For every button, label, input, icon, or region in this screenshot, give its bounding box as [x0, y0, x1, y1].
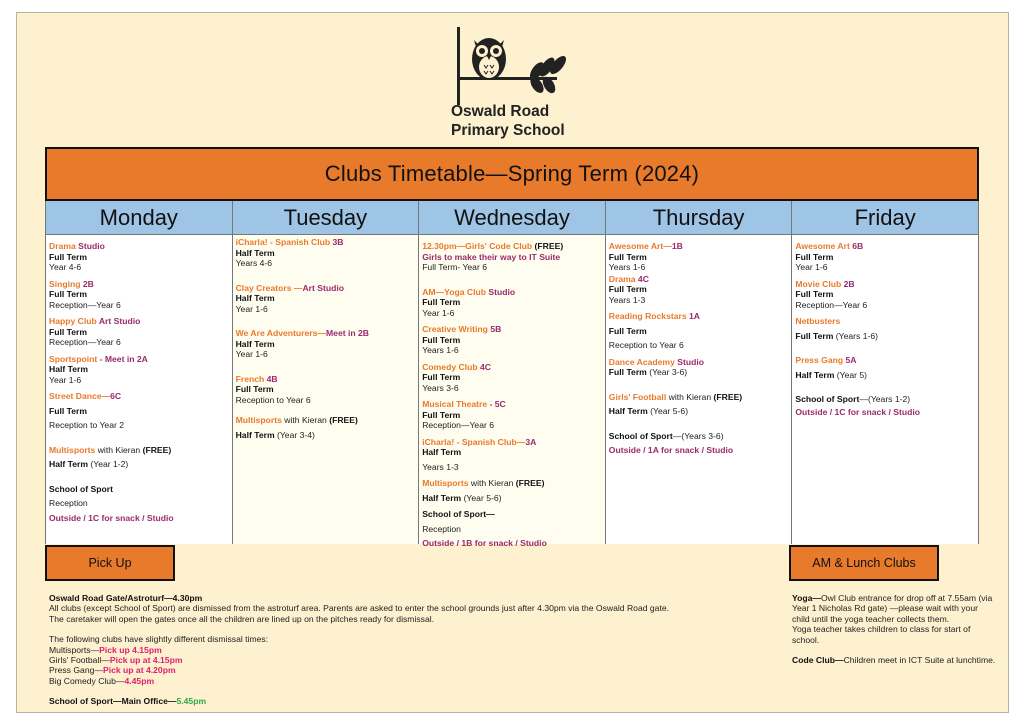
day-column-monday	[46, 201, 233, 544]
pickup-paragraph-2: The caretaker will open the gates once all the children are lined up on the pitches ready for dismissal.	[49, 613, 435, 624]
club-entry-school-of-sport: School of Sport—(Years 3-6) Outside / 1A for snack / Studio	[608, 430, 734, 455]
club-entry-multisports: Multisports with Kieran (FREE) Half Term (Year 5-6)	[422, 478, 545, 503]
yoga-note-2: Yoga teacher takes children to class for start of school.	[792, 624, 971, 645]
am-lunch-clubs-button-label: AM & Lunch Clubs	[812, 556, 916, 570]
timetable-grid	[45, 201, 979, 548]
pickup-item: Girls' Football—Pick up at 4.15pm	[49, 655, 183, 666]
school-name-line2: Primary School	[451, 122, 565, 139]
club-entry: Awesome Art—1B Full Term Years 1-6	[608, 241, 683, 272]
club-entry: Singing 2B Full Term Reception—Year 6	[49, 278, 121, 310]
am-lunch-notes	[792, 593, 997, 665]
club-entry: French 4B Full Term Reception to Year 6	[235, 373, 311, 405]
pickup-intro: The following clubs have slightly different dismissal times:	[49, 634, 269, 645]
school-name-line1: Oswald Road	[451, 103, 550, 120]
club-entry-school-of-sport: School of Sport— Reception Outside / 1B for snack / Studio	[422, 509, 547, 548]
day-column-friday	[792, 201, 979, 544]
club-entry-school-of-sport: School of Sport Reception Outside / 1C for snack / Studio	[49, 483, 174, 523]
day-column-wednesday	[419, 201, 606, 548]
club-entry: Netbusters Full Term (Years 1-6)	[795, 316, 879, 341]
club-entry: Happy Club Art Studio Full Term Reception—Year 6	[49, 316, 141, 347]
club-entry: iCharla! - Spanish Club 3B Half Term Years 4-6	[235, 237, 344, 268]
club-entry: Movie Club 2B Full Term Reception—Year 6	[795, 278, 868, 310]
club-entry: Drama Studio Full Term Year 4-6	[49, 241, 105, 272]
day-header-monday: Monday	[46, 201, 232, 235]
club-entry-multisports: Multisports with Kieran (FREE) Half Term (Year 1-2)	[49, 444, 172, 469]
day-header-thursday: Thursday	[606, 201, 792, 235]
club-entry: Awesome Art 6B Full Term Year 1-6	[795, 241, 864, 272]
club-entry: Reading Rockstars 1A Full Term Reception to Year 6	[608, 311, 701, 350]
club-entry: AM—Yoga Club Studio Full Term Year 1-6	[422, 286, 516, 318]
school-logo	[441, 25, 621, 145]
club-entry: Comedy Club 4C Full Term Years 3-6	[422, 361, 491, 393]
yoga-note: Yoga—Owl Club entrance for drop off at 7.55am (via Year 1 Nicholas Rd gate) —please wait with your child until the yoga teacher collects them.	[792, 593, 993, 624]
club-entry-school-of-sport: School of Sport—(Years 1-2) Outside / 1C for snack / Studio	[795, 394, 921, 417]
code-club-note: Code Club—Children meet in ICT Suite at lunchtime.	[792, 655, 996, 666]
club-entry-girls-football: Girls' Football with Kieran (FREE) Half Term (Year 5-6)	[608, 391, 743, 416]
title-bar	[45, 147, 979, 201]
day-header-wednesday: Wednesday	[419, 201, 605, 235]
am-lunch-clubs-button[interactable]	[789, 545, 939, 581]
pickup-notes	[49, 593, 749, 707]
club-entry-girls-code: 12.30pm—Girls' Code Club (FREE) Girls to make their way to IT Suite Full Term- Year 6	[422, 241, 564, 272]
club-entry-press-gang: Press Gang 5A Half Term (Year 5)	[795, 355, 868, 380]
club-entry: Drama 4C Full Term Years 1-3	[608, 273, 649, 305]
pickup-item: Press Gang—Pick up at 4.20pm	[49, 665, 176, 676]
pickup-item: Big Comedy Club—4.45pm	[49, 675, 155, 686]
pickup-button[interactable]	[45, 545, 175, 581]
day-column-tuesday	[233, 201, 420, 544]
pickup-paragraph-1: All clubs (except School of Sport) are dismissed from the astroturf area. Parents are asked to enter the school grounds just after 4.30pm via the Oswald Road gate.	[49, 603, 670, 614]
club-entry: Clay Creators —Art Studio Half Term Year 1-6	[235, 282, 344, 314]
club-entry: Musical Theatre - 5C Full Term Reception—Year 6	[422, 399, 506, 430]
day-header-tuesday: Tuesday	[233, 201, 419, 235]
pickup-button-label: Pick Up	[88, 556, 132, 570]
club-entry: Sportspoint - Meet in 2A Half Term Year 1-6	[49, 353, 148, 385]
club-entry: Creative Writing 5B Full Term Years 1-6	[422, 324, 502, 355]
pickup-gate: Oswald Road Gate/Astroturf—4.30pm	[49, 593, 203, 603]
pickup-item: Multisports—Pick up 4.15pm	[49, 644, 162, 655]
club-entry: We Are Adventurers—Meet in 2B Half Term Year 1-6	[235, 328, 369, 359]
page-title: Clubs Timetable—Spring Term (2024)	[324, 161, 700, 186]
club-entry: Street Dance—6C Full Term Reception to Year 2	[49, 391, 125, 430]
day-column-thursday	[606, 201, 793, 544]
club-entry: iCharla! - Spanish Club—3A Half Term Years 1-3	[422, 436, 537, 472]
club-entry-multisports: Multisports with Kieran (FREE) Half Term (Year 3-4)	[235, 415, 358, 440]
timetable-sheet	[16, 12, 1009, 713]
owl-icon	[441, 25, 621, 105]
club-entry: Dance Academy Studio Full Term (Year 3-6)	[608, 356, 704, 377]
day-header-friday: Friday	[792, 201, 978, 235]
pickup-school-of-sport: School of Sport—Main Office—5.45pm	[49, 696, 207, 707]
